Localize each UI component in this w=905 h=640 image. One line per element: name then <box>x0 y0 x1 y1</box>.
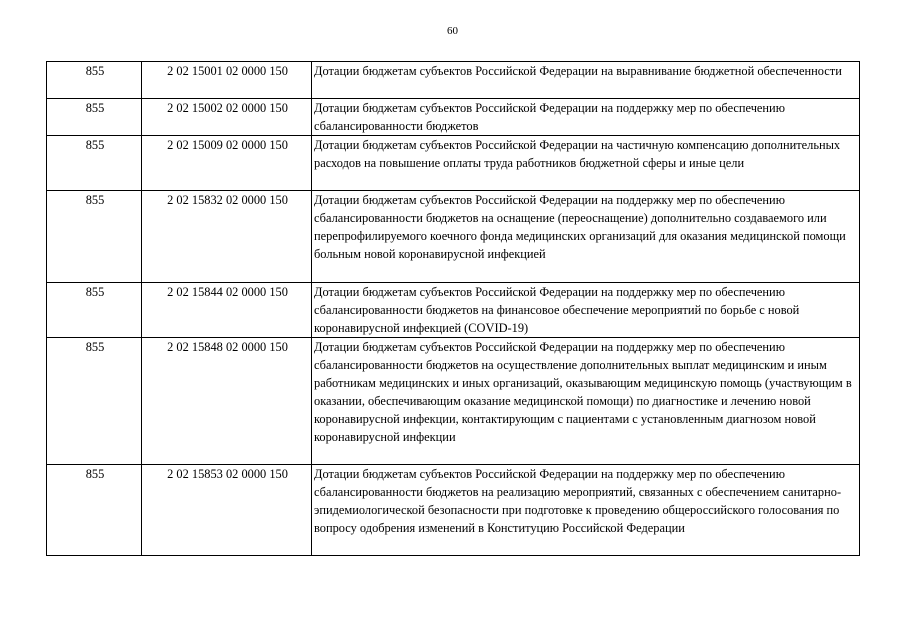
revenue-code-cell: 2 02 15844 02 0000 150 <box>142 283 312 338</box>
admin-code-cell: 855 <box>47 136 142 191</box>
table-row <box>47 338 860 465</box>
revenue-code-cell: 2 02 15853 02 0000 150 <box>142 465 312 556</box>
table-row <box>47 283 860 338</box>
revenue-code-cell: 2 02 15009 02 0000 150 <box>142 136 312 191</box>
table-row <box>47 191 860 283</box>
revenue-name-cell: Дотации бюджетам субъектов Российской Федерации на выравнивание бюджетной обеспеченности <box>312 62 860 99</box>
revenue-name-cell: Дотации бюджетам субъектов Российской Федерации на поддержку мер по обеспечению сбалансированности бюджетов на оснащение (переоснащение) дополнительно создаваемого или перепрофилируемого коечного фонда медицинских организаций для оказания медицинской помощи больным новой коронавирусной инфекцией <box>312 191 860 283</box>
table-row <box>47 465 860 556</box>
admin-code-cell: 855 <box>47 191 142 283</box>
admin-code-cell: 855 <box>47 338 142 465</box>
admin-code-cell: 855 <box>47 62 142 99</box>
revenue-name-cell: Дотации бюджетам субъектов Российской Федерации на поддержку мер по обеспечению сбалансированности бюджетов на финансовое обеспечение мероприятий по борьбе с новой коронавирусной инфекцией (COVID-19) <box>312 283 860 338</box>
admin-code-cell: 855 <box>47 465 142 556</box>
table-row <box>47 62 860 99</box>
revenue-name-cell: Дотации бюджетам субъектов Российской Федерации на частичную компенсацию дополнительных расходов на повышение оплаты труда работников бюджетной сферы и иные цели <box>312 136 860 191</box>
revenue-code-cell: 2 02 15001 02 0000 150 <box>142 62 312 99</box>
revenue-name-cell: Дотации бюджетам субъектов Российской Федерации на поддержку мер по обеспечению сбалансированности бюджетов на реализацию мероприятий, связанных с обеспечением санитарно-эпидемиологической безопасности при подготовке к проведению общероссийского голосования по вопросу одобрения изменений в Конституцию Российской Федерации <box>312 465 860 556</box>
revenue-code-cell: 2 02 15848 02 0000 150 <box>142 338 312 465</box>
table-row <box>47 136 860 191</box>
page-number: 60 <box>447 25 458 37</box>
revenue-code-cell: 2 02 15002 02 0000 150 <box>142 99 312 136</box>
budget-revenue-table <box>46 61 860 556</box>
admin-code-cell: 855 <box>47 283 142 338</box>
revenue-code-cell: 2 02 15832 02 0000 150 <box>142 191 312 283</box>
revenue-name-cell: Дотации бюджетам субъектов Российской Федерации на поддержку мер по обеспечению сбалансированности бюджетов на осуществление дополнительных выплат медицинским и иным работникам медицинских и иных организаций, оказывающим медицинскую помощь (участвующим в оказании, обеспечивающим оказание медицинской помощи) по диагностике и лечению новой коронавирусной инфекции, контактирующим с пациентами с установленным диагнозом новой коронавирусной инфекции <box>312 338 860 465</box>
revenue-name-cell: Дотации бюджетам субъектов Российской Федерации на поддержку мер по обеспечению сбалансированности бюджетов <box>312 99 860 136</box>
admin-code-cell: 855 <box>47 99 142 136</box>
table-row <box>47 99 860 136</box>
